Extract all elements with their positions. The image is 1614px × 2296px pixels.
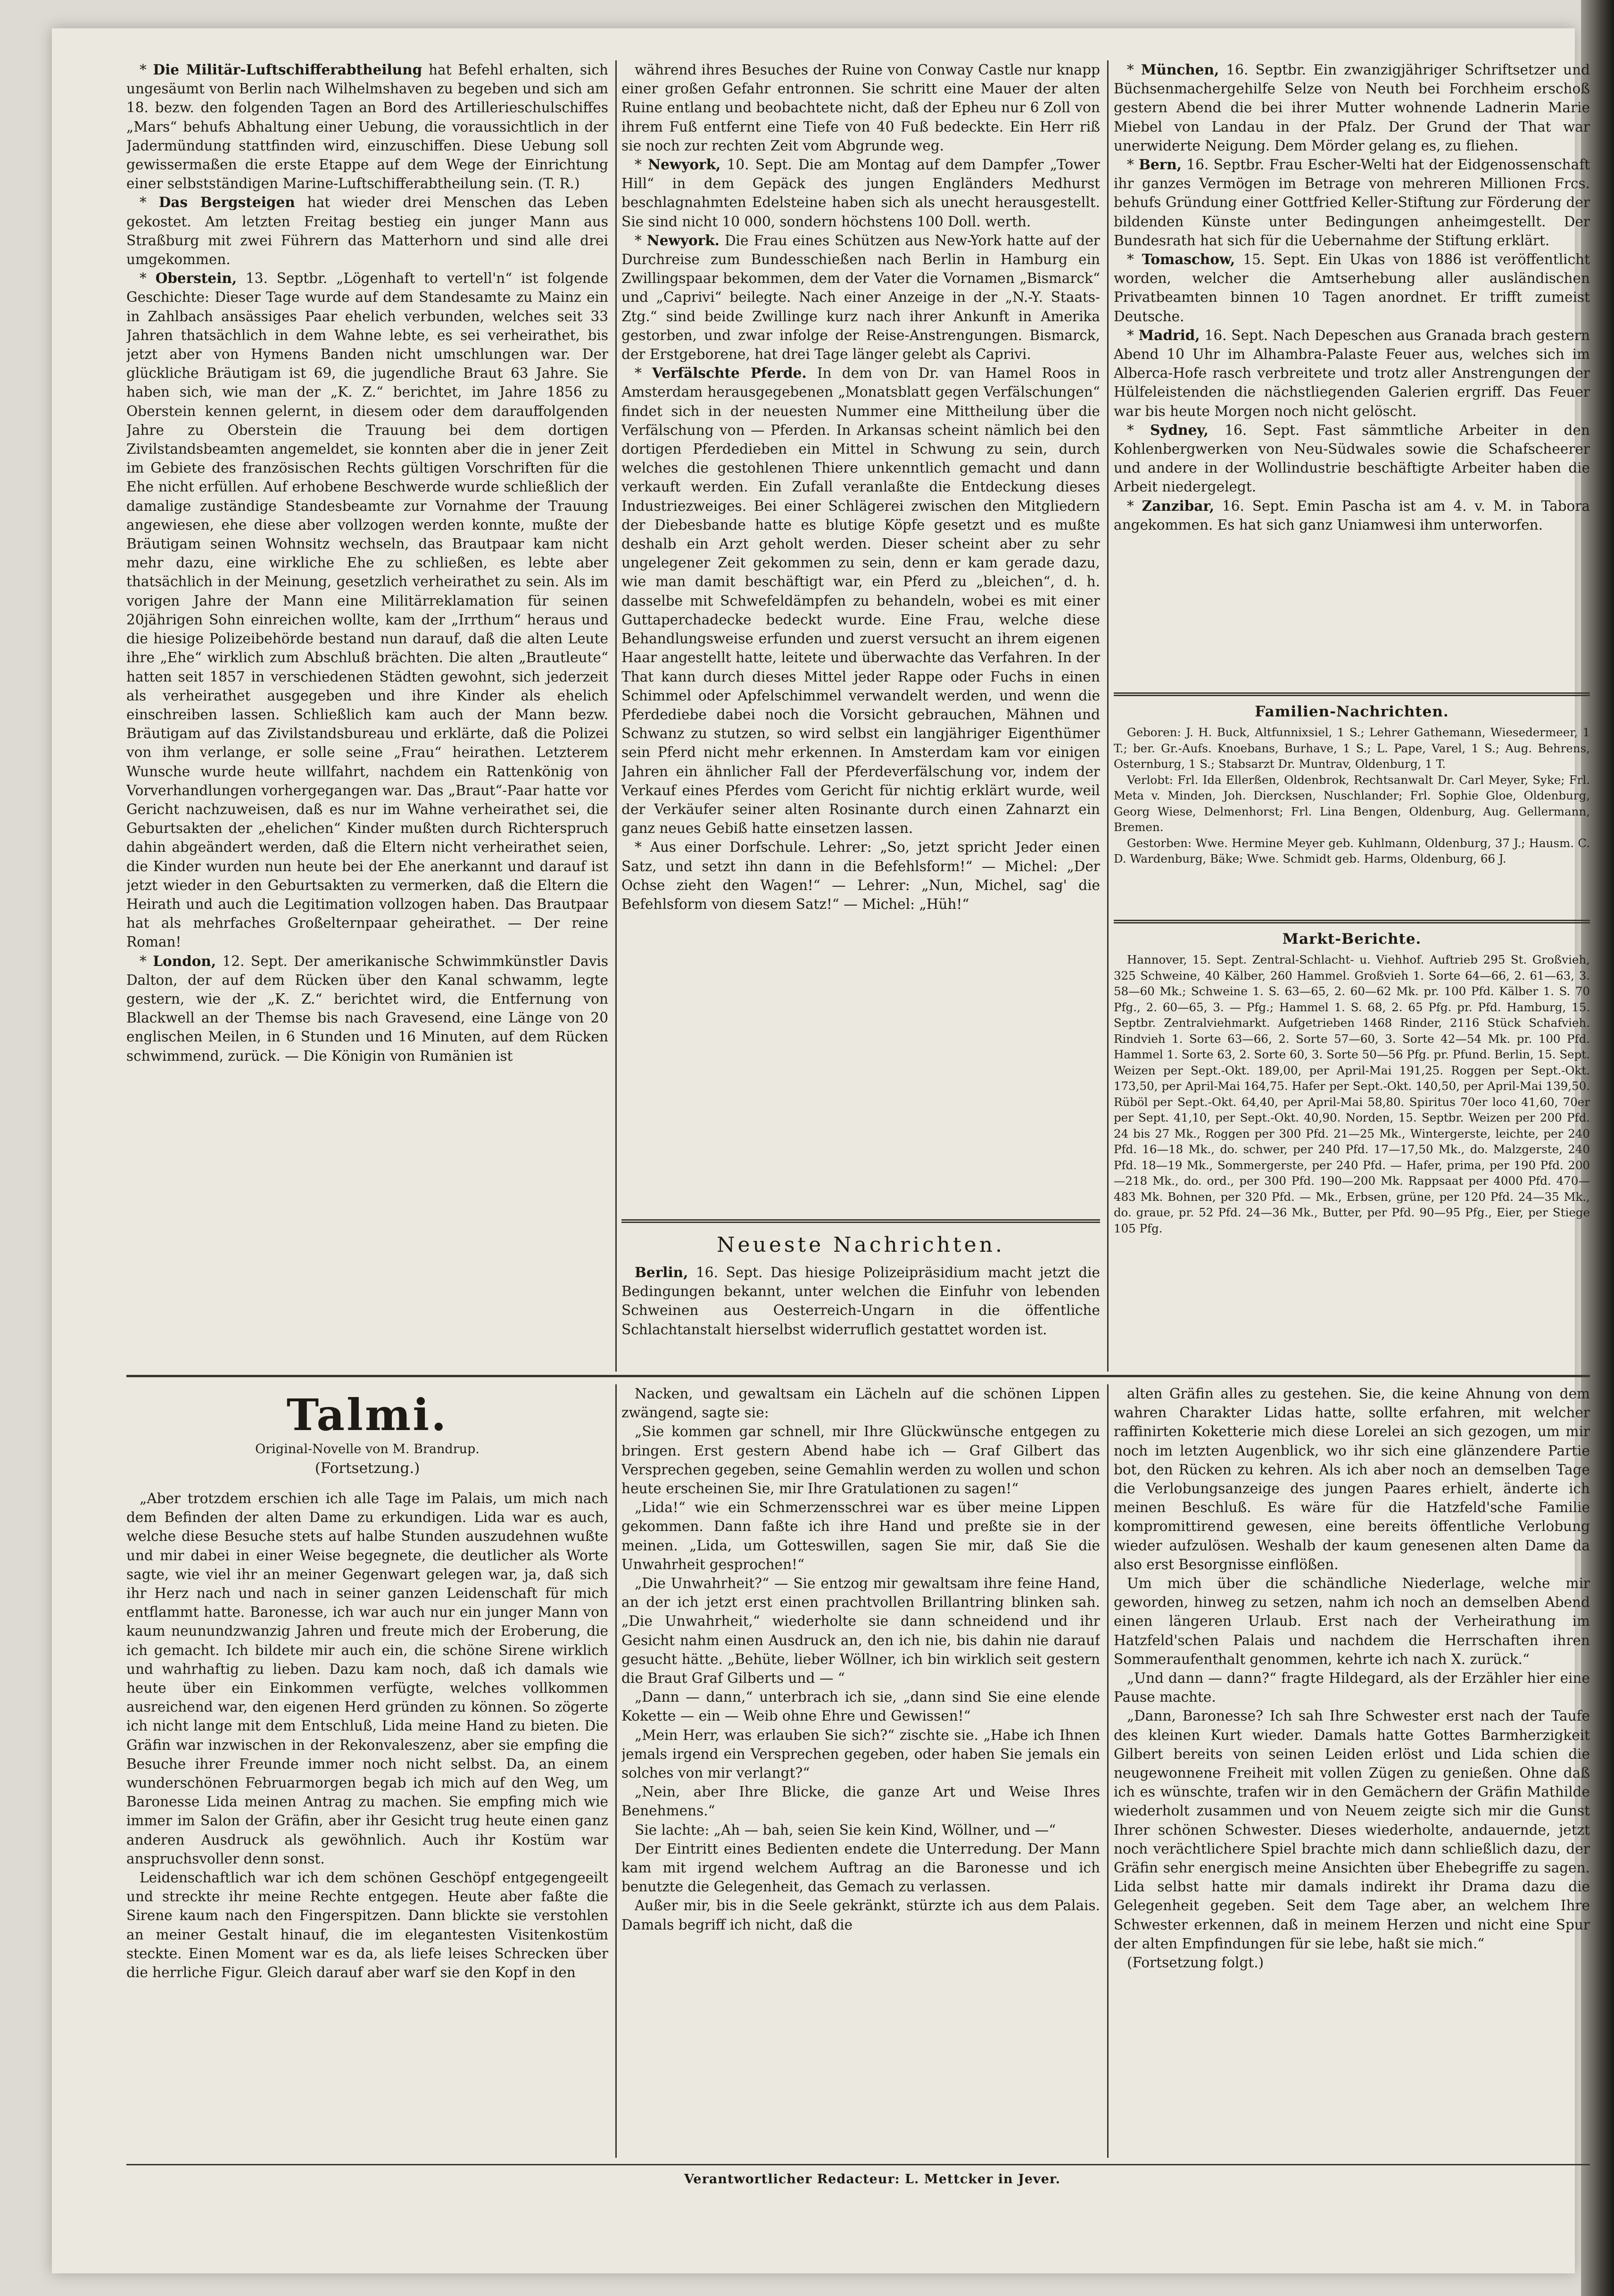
- item-heading: München,: [1141, 61, 1219, 78]
- item-text: hat Befehl erhalten, sich ungesäumt von Berlin nach Wilhelmshaven zu begeben und sich am 18. bezw. den folgenden Tagen an Bord des Artillerieschulschiffes „Mars“ behufs Abhaltung einer Uebung, die voraussichtlich in der Jadermündung stattfinden wird, einzuschiffen. Diese Uebung soll gewissermaßen die erste Etappe auf dem Wege der Einrichtung einer selbstständigen Marine-Luftschifferabtheilung sein. (T. R.): [126, 62, 608, 192]
- novel-paragraph: Leidenschaftlich war ich dem schönen Geschöpf entgegengeeilt und streckte ihr meine Rechte entgegen. Heute aber faßte die Sirene kaum nach den Fingerspitzen. Dann blickte sie verstohlen an meiner Gestalt hinauf, die im elegantesten Visitenkostüm steckte. Einen Moment war es da, als liefe leises Schrecken über die herrliche Figur. Gleich darauf aber warf sie den Kopf in den: [126, 1870, 608, 1981]
- novel-paragraph: Außer mir, bis in die Seele gekränkt, stürzte ich aus dem Palais. Damals begriff ich nicht, daß die: [621, 1897, 1100, 1933]
- markt-berichte: [1114, 925, 1590, 1364]
- item-text: während ihres Besuches der Ruine von Conway Castle nur knapp einer großen Gefahr entronnen. Sie schritt eine Mauer der alten Ruine entlang und beobachtete nicht, daß der Epheu nur 6 Zoll von ihrem Fuß entfernt eine Tiefe von 40 Fuß bedeckte. Ein Herr riß sie noch zur rechten Zeit vom Abgrunde weg.: [621, 62, 1100, 154]
- news-item: [126, 60, 608, 193]
- editor-imprint: Verantwortlicher Redacteur: L. Mettcker in Jever.: [684, 2172, 1061, 2187]
- news-item: [621, 364, 1100, 838]
- item-heading: Madrid,: [1138, 326, 1200, 343]
- markt-divider: [1114, 920, 1590, 923]
- item-text: In dem von Dr. van Hamel Roos in Amsterdam herausgegebenen „Monatsblatt gegen Verfälschungen“ findet sich in der neuesten Nummer eine Mittheilung über die Verfälschung von — Pferden. In Arkansas scheint nämlich bei den dortigen Pferdedieben ein Mittel in Schwung zu sein, durch welches die gestohlenen Thiere unkenntlich gemacht und dann verkauft werden. Ein Zufall veranlaßte die Entdeckung dieses Industriezweiges. Bei einer Schlägerei zwischen den Mitgliedern der Diebesbande hatte es blutige Köpfe gesetzt und es mußte deshalb ein Arzt geholt werden. Dieser scheint aber zu sehr ungelegener Zeit gekommen zu sein, denn er kam gerade dazu, wie man damit beschäftigt war, ein Pferd zu „bleichen“, d. h. dasselbe mit Schwefeldämpfen zu behandeln, wobei es mit einer Guttaperchadecke bedeckt wurde. Eine Frau, welche diese Behandlungsweise erfunden und zuerst versucht an ihrem eigenen Haar angestellt hatte, leitete und überwachte das Verfahren. In der That kann durch dieses Mittel jeder Rappe oder Fuchs in einen Schimmel oder Apfelschimmel verwandelt werden, und wenn die Pferdediebe dabei noch die Vorsicht gebrauchen, Mähnen und Schwanz zu stutzen, so wird selbst ein langjähriger Eigenthümer sein Pferd nicht mehr erkennen. In Amsterdam kam vor einigen Jahren ein ähnlicher Fall der Pferdeverfälschung vor, indem der Verkauf eines Pferdes vom Gericht für nichtig erklärt wurde, weil der Verkäufer seiner alten Rosinante durch einen Zahnarzt ein ganz neues Gebiß hatte einsetzen lassen.: [621, 365, 1100, 837]
- column-divider: [1107, 60, 1109, 1372]
- novel-paragraph: (Fortsetzung folgt.): [1127, 1955, 1264, 1971]
- novel-paragraph: „Dann — dann,“ unterbrach ich sie, „dann sind Sie eine elende Kokette — ein — Weib ohne Ehre und Gewissen!“: [621, 1689, 1100, 1724]
- item-marker: *: [1127, 422, 1150, 438]
- item-text: 16. Septbr. Frau Escher-Welti hat der Eidgenossenschaft ihr ganzes Vermögen im Betrage von mehreren Millionen Frcs. behufs Gründung einer Gottfried Keller-Stiftung zur Förderung der bildenden Künste unter Bedingungen anheimgestellt. Der Bundesrath hat sich für die Uebernahme der Stiftung erklärt.: [1114, 157, 1590, 249]
- item-heading: Tomaschow,: [1142, 251, 1235, 268]
- markt-title: Markt-Berichte.: [1282, 931, 1422, 948]
- item-heading: Oberstein,: [155, 270, 237, 287]
- novel-title: Talmi.: [286, 1389, 448, 1440]
- gestorben-list: Gestorben: Wwe. Hermine Meyer geb. Kuhlmann, Oldenburg, 37 J.; Hausm. C. D. Wardenburg, Bäke; Wwe. Schmidt geb. Harms, Oldenburg, 66 J.: [1114, 836, 1590, 865]
- item-heading: Sydney,: [1150, 421, 1208, 438]
- item-text: Die Frau eines Schützen aus New-York hatte auf der Durchreise zum Bundesschießen nach Berlin in Hamburg ein Zwillingspaar bekommen, dem der Vater die Vornamen „Bismarck“ und „Caprivi“ beilegte. Nach einer Anzeige in der „N.-Y. Staats-Ztg.“ sind beide Zwillinge kurz nach ihrer Ankunft in Amerika gestorben, und zwar infolge der Reise-Anstrengungen. Bismarck, der Erstgeborene, hat drei Tage länger gelebt als Caprivi.: [621, 232, 1100, 363]
- news-item: [1114, 60, 1590, 155]
- novel-paragraph: „Aber trotzdem erschien ich alle Tage im Palais, um mich nach dem Befinden der alten Dame zu erkundigen. Lida war es auch, welche diese Besuche stets auf halbe Stunden auszudehnen wußte und mir dabei in einer Weise begegnete, die deutlicher als Worte sagte, wie viel ihr an meiner Gegenwart gelegen war, ja, daß sich ihr Herz nach und nach in seiner ganzen Leidenschaft für mich entflammt hatte. Baronesse, ich war auch nur ein junger Mann von kaum neunundzwanzig Jahren und freute mich der Eroberung, die ich gemacht. Ich bildete mir auch ein, die schöne Sirene wirklich und wahrhaftig zu lieben. Dazu kam noch, daß ich damals wie heute über ein Einkommen verfügte, welches vollkommen ausreichend war, den eigenen Herd gründen zu können. So zögerte ich nicht lange mit dem Entschluß, Lida meine Hand zu bieten. Die Gräfin war inzwischen in der Rekonvaleszenz, aber sie empfing die Besuche ihrer Freunde immer noch nicht selbst. Da, an einem wunderschönen Februarmorgen begab ich mich auf den Weg, um Baronesse Lida meinen Antrag zu machen. Sie empfing mich wie immer im Salon der Gräfin, aber ihr Gesicht trug heute einen ganz anderen Ausdruck als gewöhnlich. Auch ihr Kostüm war anspruchsvoller denn sonst.: [126, 1490, 608, 1867]
- column-divider: [615, 60, 617, 1372]
- novel-paragraph: Sie lachte: „Ah — bah, seien Sie kein Kind, Wöllner, und —“: [635, 1822, 1056, 1838]
- news-item: [1114, 155, 1590, 250]
- item-marker: *: [140, 953, 153, 969]
- item-heading: Verfälschte Pferde.: [652, 365, 807, 382]
- item-text: 16. Septbr. Ein zwanzigjähriger Schriftsetzer und Büchsenmachergehilfe Selze von Neuth bei Forchheim erschoß gestern Abend die bei ihrer Mutter wohnende Ladnerin Marie Miebel von Landau in der Pfalz. Der Grund der That war unerwiderte Neigung. Dem Mörder gelang es, zu fliehen.: [1114, 62, 1590, 154]
- item-marker: *: [635, 232, 647, 249]
- feuilleton-divider: [126, 1375, 1590, 1377]
- news-item: [1114, 497, 1590, 534]
- item-marker: *: [140, 270, 156, 287]
- item-heading: Zanzibar,: [1142, 497, 1215, 514]
- column-left: [126, 60, 608, 1367]
- novel-paragraph: „Mein Herr, was erlauben Sie sich?“ zischte sie. „Habe ich Ihnen jemals irgend ein Versprechen gegeben, oder haben Sie jemals ein solches von mir verlangt?“: [621, 1727, 1100, 1781]
- novel-subtitle: Original-Novelle von M. Brandrup.: [255, 1442, 480, 1456]
- novel-paragraph: „Sie kommen gar schnell, mir Ihre Glückwünsche entgegen zu bringen. Erst gestern Abend habe ich — Graf Gilbert das Versprechen gegeben, seine Gemahlin werden zu wollen und schon heute erscheinen Sie, mir Ihre Gratulationen zu sagen!“: [621, 1423, 1100, 1497]
- novel-paragraph: Nacken, und gewaltsam ein Lächeln auf die schönen Lippen zwängend, sagte sie:: [621, 1386, 1100, 1421]
- markt-text: Hannover, 15. Sept. Zentral-Schlacht- u. Viehhof. Auftrieb 295 St. Großvieh, 325 Schweine, 40 Kälber, 260 Hammel. Großvieh 1. Sorte 64—66, 2. 61—63, 3. 58—60 Mk.; Schweine 1. S. 63—65, 2. 60—62 Mk. pr. 100 Pfd. Kälber 1. S. 70 Pfg., 2. 60—65, 3. — Pfg.; Hammel 1. S. 68, 2. 65 Pfg. pr. Pfd. Hamburg, 15. Septbr. Zentralviehmarkt. Aufgetrieben 1468 Rinder, 2116 Stück Schafvieh. Rindvieh 1. Sorte 63—66, 2. Sorte 57—60, 3. Sorte 42—54 Mk. pr. 100 Pfd. Hammel 1. Sorte 63, 2. Sorte 60, 3. Sorte 50—56 Pfg. pr. Pfund. Berlin, 15. Sept. Weizen per Sept.-Okt. 189,00, per April-Mai 191,25. Roggen per Sept.-Okt. 173,50, per April-Mai 164,75. Hafer per Sept.-Okt. 140,50, per April-Mai 139,50. Rüböl per Sept.-Okt. 64,40, per April-Mai 58,80. Spiritus 70er loco 41,60, 70er per Sept. 41,10, per Sept.-Okt. 40,90. Norden, 15. Septbr. Weizen per 200 Pfd. 24 bis 27 Mk., Roggen per 300 Pfd. 21—25 Mk., Wintergerste, leichte, per 240 Pfd. 16—18 Mk., do. schwer, per 240 Pfd. 17—17,50 Mk., do. Malzgerste, 240 Pfd. 18—19 Mk., Sommergerste, per 240 Pfd. — Hafer, prima, per 190 Pfd. 200—218 Mk., do. ord., per 300 Pfd. 190—200 Mk. Rappsaat per 4000 Pfd. 470—483 Mk. Bohnen, per 320 Pfd. — Mk., Erbsen, grüne, per 120 Pfd. 24—35 Mk., do. graue, pr. 52 Pfd. 24—36 Mk., Butter, per Pfd. 90—95 Pfg., Eier, per Stiege 105 Pfg.: [1114, 953, 1590, 1235]
- column-right: [1114, 60, 1590, 688]
- item-marker: *: [140, 194, 159, 211]
- item-text: 16. Sept. Fast sämmtliche Arbeiter in den Kohlenbergwerken von Neu-Südwales sowie die Schafscheerer und andere in der Wollindustrie beschäftigte Arbeiter haben die Arbeit niedergelegt.: [1114, 422, 1590, 495]
- familien-divider: [1114, 692, 1590, 696]
- item-marker: *: [1127, 62, 1141, 78]
- novel-paragraph: „Die Unwahrheit?“ — Sie entzog mir gewaltsam ihre feine Hand, an der ich jetzt erst einen prachtvollen Brillantring blinken sah. „Die Unwahrheit,“ wiederholte sie dann schneidend und ihr Gesicht nahm einen Ausdruck an, den ich nie, bis dahin nie darauf gesucht hätte. „Behüte, lieber Wöllner, ich bin wirklich seit gestern die Braut Graf Gilberts und — “: [621, 1575, 1100, 1687]
- item-marker: *: [1127, 157, 1139, 173]
- novel-paragraph: Der Eintritt eines Bedienten endete die Unterredung. Der Mann kam mit irgend welchem Auftrag an die Baronesse und ich benutzte die Gelegenheit, das Gemach zu verlassen.: [621, 1840, 1100, 1895]
- familien-title: Familien-Nachrichten.: [1255, 703, 1449, 720]
- news-item: [1114, 250, 1590, 326]
- news-item: [126, 193, 608, 269]
- neueste-title: Neueste Nachrichten.: [716, 1233, 1005, 1257]
- item-heading: London,: [153, 952, 216, 969]
- item-text: 16. Sept. Emin Pascha ist am 4. v. M. in Tabora angekommen. Es hat sich ganz Uniamwesi ihm unterworfen.: [1114, 498, 1590, 533]
- footer-divider: [126, 2164, 1590, 2165]
- column-divider: [1107, 1384, 1109, 2158]
- familien-nachrichten: [1114, 698, 1590, 934]
- news-item: [1114, 326, 1590, 421]
- item-heading: Die Militär-Luftschifferabtheilung: [153, 61, 422, 78]
- novel-paragraph: alten Gräfin alles zu gestehen. Sie, die keine Ahnung von dem wahren Charakter Lidas hatte, sollte erfahren, mit welcher raffinirten Koketterie mich diese Lorelei an sich gezogen, um mir noch im letzten Augenblick, wo ihr sich eine glänzendere Partie bot, den Rücken zu kehren. Als ich aber noch an demselben Tage die Verlobungsanzeige des jungen Paares erhielt, änderte ich meinen Beschluß. Es wäre für die Hatzfeld'sche Familie kompromittirend gewesen, eine bereits öffentliche Verlobung wieder aufzulösen. Weshalb der kaum genesenen alten Dame da also erst Besorgnisse einflößen.: [1114, 1386, 1590, 1572]
- talmi-column-2: [621, 1384, 1100, 2158]
- news-item: [1114, 421, 1590, 497]
- item-text: hat wieder drei Menschen das Leben gekostet. Am letzten Freitag bestieg ein junger Mann aus Straßburg mit zwei Führern das Matterhorn und sind alle drei umgekommen.: [126, 194, 608, 268]
- news-item: [621, 60, 1100, 155]
- geboren-list: Geboren: J. H. Buck, Altfunnixsiel, 1 S.; Lehrer Gathemann, Wiesedermeer, 1 T.; ber. Gr.-Aufs. Knoebans, Burhave, 1 S.; L. Pape, Varel, 1 S.; Aug. Behrens, Osternburg, 1 S.; Stabsarzt Dr. Muntrav, Oldenburg, 1 T.: [1114, 725, 1590, 771]
- novel-paragraph: „Lida!“ wie ein Schmerzensschrei war es über meine Lippen gekommen. Dann faßte ich ihre Hand und preßte sie in der meinen. „Lida, um Gotteswillen, sagen Sie mir, daß Sie die Unwahrheit gesprochen!“: [621, 1499, 1100, 1572]
- novel-paragraph: „Dann, Baronesse? Ich sah Ihre Schwester erst nach der Taufe des kleinen Kurt wieder. Damals hatte Gottes Barmherzigkeit Gilbert bereits von seinen Leiden erlöst und Lida schien die neugewonnene Freiheit mit vollen Zügen zu genießen. Ohne daß ich es wünschte, trafen wir in den Gemächern der Gräfin Mathilde wiederholt zusammen und von Neuem zeigte sich mir die Gunst Ihrer schönen Schwester. Dieses wiederholte, andauernde, jetzt noch verächtlichere Spiel brachte mich dann schließlich dazu, der Gräfin sehr energisch meine Ansichten über Ehebegriffe zu sagen. Lida selbst hatte mir damals indirekt ihr Drama dazu die Gelegenheit gegeben. Seit dem Tage aber, an welchem Ihre Schwester erkennen, daß in meinem Herzen und nicht eine Spur der alten Empfindungen für sie lebe, haßt sie mich.“: [1114, 1708, 1590, 1952]
- talmi-column-3: [1114, 1384, 1590, 2158]
- item-text: 15. Sept. Ein Ukas von 1886 ist veröffentlicht worden, welcher die Amtserhebung aller ausländischen Privatbeamten binnen 10 Tagen anordnet. Er trifft zumeist Deutsche.: [1114, 251, 1590, 324]
- item-heading: Newyork.: [646, 232, 720, 249]
- news-item: [621, 231, 1100, 364]
- talmi-column-1-text: [126, 1489, 608, 1982]
- item-heading: Bern,: [1139, 156, 1182, 173]
- neueste-item: Berlin, 16. Sept. Das hiesige Polizeipräsidium macht jetzt die Bedingungen bekannt, unter welchen die Einfuhr von lebenden Schweinen aus Oesterreich-Ungarn in die öffentliche Schlachtanstalt hierselbst widerruflich gestattet worden ist.: [621, 1264, 1100, 1338]
- column-middle: [621, 60, 1100, 1235]
- news-item: [621, 155, 1100, 231]
- item-text: 13. Septbr. „Lögenhaft to vertell'n“ ist folgende Geschichte: Dieser Tage wurde auf dem Standesamte zu Mainz ein in Zahlbach ansässiges Paar ehelich verbunden, welches seit 33 Jahren thatsächlich in dem Wahne lebte, es sei verheirathet, bis jetzt aber von Hymens Banden nicht umschlungen war. Der glückliche Bräutigam ist 69, die jugendliche Braut 63 Jahre. Sie haben sich, wie man der „K. Z.“ berichtet, im Jahre 1856 zu Oberstein kennen gelernt, in diesem oder dem darauffolgenden Jahre zu Oberstein die Trauung bei dem dortigen Zivilstandsbeamten angemeldet, sie konnten aber die in jener Zeit im Gebiete des französischen Rechts gültigen Vorschriften für die Ehe nicht erfüllen. Auf erhobene Beschwerde wurde schließlich der damalige zuständige Standesbeamte zur Vornahme der Trauung angewiesen, ehe diese aber vollzogen werden konnte, mußte der Bräutigam seinen Wohnsitz wechseln, das Brautpaar kam nicht mehr dazu, eine wirkliche Ehe zu schließen, es lebte aber thatsächlich in der Meinung, gesetzlich verheirathet zu sein. Als im vorigen Jahre der Mann eine Militärreklamation für seinen 20jährigen Sohn einreichen wollte, kam der „Irrthum“ heraus und die hiesige Polizeibehörde bestand nun darauf, daß die alten Leute ihre „Ehe“ wirklich zum Abschluß brächten. Die alten „Brautleute“ hatten seit 1857 in verschiedenen Städten gewohnt, sich jederzeit als verheirathet ausgegeben und ihre Kinder als ehelich einschreiben lassen. Schließlich kam auch der Mann bezw. Bräutigam auf das Zivilstandsbureau und erklärte, daß die Polizei von ihm verlange, er solle seine „Frau“ heirathen. Letzterem Wunsche wurde heute willfahrt, nachdem ein Rattenkönig von Vorverhandlungen vorhergegangen war. Das „Braut“-Paar hatte vor Gericht nachzuweisen, daß es nur im Wahne verheirathet sei, die Geburtsakten der „ehelichen“ Kinder mußten durch Richterspruch dahin abgeändert werden, daß die Eltern nicht verheirathet seien, die Kinder wurden nun heute bei der Ehe anerkannt und darauf ist jetzt wieder in den Geburtsakten zu vermerken, daß die Eltern die Heirath und auch die Legitimation vollzogen haben. Das Brautpaar hat als mehrfaches Großelternpaar geheirathet. — Der reine Roman!: [126, 270, 608, 950]
- verlobt-list: Verlobt: Frl. Ida Ellerßen, Oldenbrok, Rechtsanwalt Dr. Carl Meyer, Syke; Frl. Meta v. Minden, Joh. Diercksen, Nuschlander; Frl. Sophie Gloe, Oldenburg, Georg Wiese, Delmenhorst; Frl. Lina Bengen, Oldenburg, Aug. Gellermann, Bremen.: [1114, 773, 1590, 834]
- item-marker: *: [635, 157, 648, 173]
- item-heading: Das Bergsteigen: [158, 194, 295, 211]
- novel-paragraph: Um mich über die schändliche Niederlage, welche mir geworden, hinweg zu setzen, nahm ich noch an demselben Abend einen längeren Urlaub. Erst nach der Verheirathung im Hatzfeld'schen Palais und nachdem die Herrschaften ihren Sommeraufenthalt genommen, kehrte ich nach X. zurück.“: [1114, 1575, 1590, 1667]
- neueste-nachrichten: [621, 1226, 1100, 1368]
- item-heading: Newyork,: [648, 156, 721, 173]
- column-divider: [615, 1384, 617, 2158]
- item-marker: *: [1127, 327, 1139, 343]
- news-item: [126, 269, 608, 951]
- novel-continuation: (Fortsetzung.): [315, 1460, 420, 1477]
- novel-paragraph: „Und dann — dann?“ fragte Hildegard, als der Erzähler hier eine Pause machte.: [1114, 1670, 1590, 1705]
- item-text: 12. Sept. Der amerikanische Schwimmkünstler Davis Dalton, der auf dem Rücken über den Kanal schwamm, legte gestern, wie der „K. Z.“ berichtet wird, die Entfernung von Blackwell an der Themse bis nach Gravesend, eine Länge von 20 englischen Meilen, in 6 Stunden und 16 Minuten, auf dem Rücken schwimmend, zurück. — Die Königin von Rumänien ist: [126, 953, 608, 1064]
- item-text: * Aus einer Dorfschule. Lehrer: „So, jetzt spricht Jeder einen Satz, und setzt ihn dann in die Befehlsform!“ — Michel: „Der Ochse zieht den Wagen!“ — Lehrer: „Nun, Michel, sag' die Befehlsform von diesem Satz!“ — Michel: „Hüh!“: [621, 839, 1100, 912]
- novel-paragraph: „Nein, aber Ihre Blicke, die ganze Art und Weise Ihres Benehmens.“: [621, 1784, 1100, 1819]
- item-text: 16. Sept. Nach Depeschen aus Granada brach gestern Abend 10 Uhr im Alhambra-Palaste Feuer aus, welches sich im Alberca-Hofe rasch verbreitete und trotz aller Anstrengungen der Hülfeleistenden die nächstliegenden Galerien ergriff. Das Feuer war bis heute Morgen noch nicht gelöscht.: [1114, 327, 1590, 419]
- item-marker: *: [140, 62, 153, 78]
- news-item: [621, 838, 1100, 914]
- talmi-column-1: [126, 1384, 608, 2158]
- neueste-divider: [621, 1219, 1100, 1223]
- item-text: 10. Sept. Die am Montag auf dem Dampfer „Tower Hill“ in dem Gepäck des jungen Engländers Medhurst beschlagnahmten Edelsteine haben sich als unecht herausgestellt. Sie sind nicht 10 000, sondern höchstens 100 Doll. werth.: [621, 157, 1100, 230]
- item-marker: *: [635, 365, 652, 382]
- news-item: [126, 952, 608, 1065]
- item-marker: *: [1127, 251, 1142, 268]
- item-marker: *: [1127, 498, 1142, 514]
